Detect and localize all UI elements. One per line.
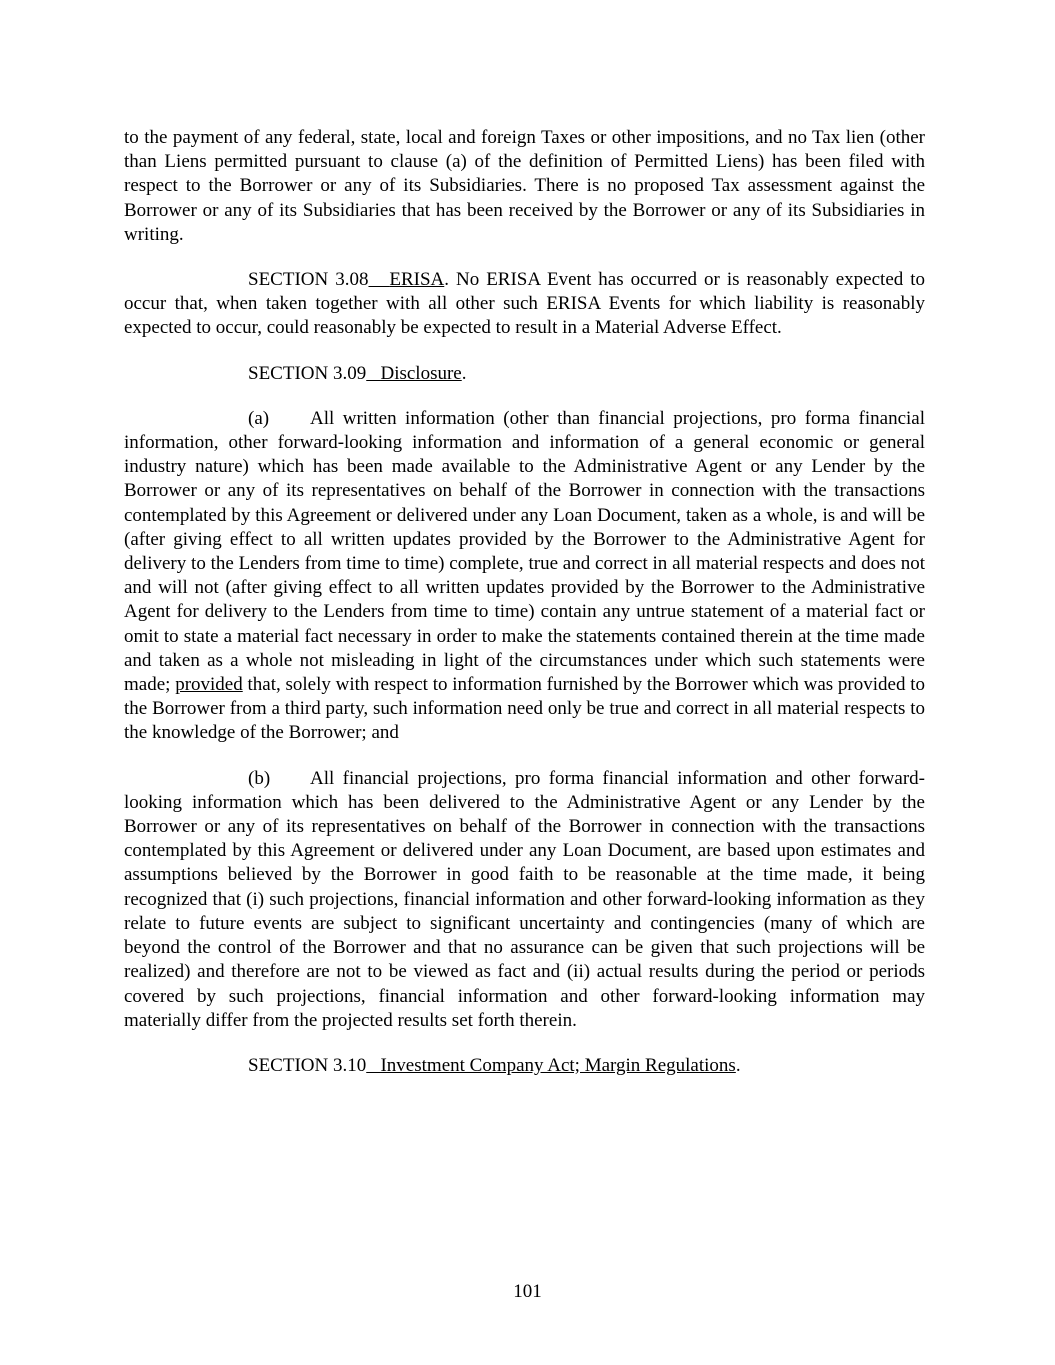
section-3-10-title: Investment Company Act; Margin Regulations — [380, 1054, 736, 1076]
item-b-label: (b) — [248, 767, 271, 789]
section-3-09-item-b: (b) All financial projections, pro forma financial information and other forward-looking information which has been delivered to the Administrative Agent or any Lender by the Borrower or any of its representatives on behalf of the Borrower in connection with the transactions contemplated by this Agreement or delivered under any Loan Document, are based upon estimates and assumptions believed by the Borrower in good faith to be reasonable at the time made, it being recognized that (i) such projections, financial information and other forward-looking information as they relate to future events are subject to significant uncertainty and contingencies (many of which are beyond the control of the Borrower and that no assurance can be given that such projections will be realized) and therefore are not to be viewed as fact and (ii) actual results during the period or periods covered by such projections, financial information and other forward-looking information may materially differ from the projected results set forth therein. — [124, 767, 925, 1031]
section-3-09-heading: SECTION 3.09 Disclosure. — [248, 362, 467, 384]
page-number: 101 — [513, 1281, 542, 1302]
section-3-08-title: ERISA — [389, 269, 445, 291]
item-a-label: (a) — [248, 407, 270, 429]
continuation-paragraph: to the payment of any federal, state, local and foreign Taxes or other impositions, and no Tax lien (other than Liens permitted pursuant to clause (a) of the definition of Permitted Liens) has been filed with respect to the Borrower or any of its Subsidiaries. There is no proposed Tax assessment against the Borrower or any of its Subsidiaries that has been received by the Borrower or any of its Subsidiaries in writing. — [124, 127, 925, 245]
section-3-08-body: No ERISA Event has occurred or is reasonably expected to occur that, when taken together with all other such ERISA Events for which liability is reasonably expected to occur, could reasonably be expected to result in a Material Adverse Effect. — [124, 269, 925, 339]
section-3-08-number: SECTION 3.08 — [248, 269, 369, 291]
section-3-10-heading: SECTION 3.10 Investment Company Act; Margin Regulations. — [248, 1054, 741, 1076]
section-3-08: SECTION 3.08 ERISA. No ERISA Event has occurred or is reasonably expected to occur that, when taken together with all other such ERISA Events for which liability is reasonably expected to occur, could reasonably be expected to result in a Material Adverse Effect. — [124, 269, 925, 339]
provided-term: provided — [175, 674, 243, 696]
document-body — [124, 126, 925, 1099]
section-3-09-title: Disclosure — [380, 362, 462, 384]
section-3-10-number: SECTION 3.10 — [248, 1054, 367, 1076]
section-3-09-item-a: (a) All written information (other than financial projections, pro forma financial information, other forward-looking information and information of a general economic or general industry nature) which has been made available to the Administrative Agent or any Lender by the Borrower or any of its representatives on behalf of the Borrower in connection with the transactions contemplated by this Agreement or delivered under any Loan Document, taken as a whole, is and will be (after giving effect to all written updates provided by the Borrower to the Administrative Agent for delivery to the Lenders from time to time) complete, true and correct in all material respects and does not and will not (after giving effect to all written updates provided by the Borrower to the Administrative Agent for delivery to the Lenders from time to time) contain any untrue statement of a material fact or omit to state a material fact necessary in order to make the statements contained therein at the time made and taken as a whole not misleading in light of the circumstances under which such statements were made; provided that, solely with respect to information furnished by the Borrower which was provided to the Borrower from a third party, such information need only be true and correct in all material respects to the knowledge of the Borrower; and — [124, 407, 925, 744]
section-3-09-number: SECTION 3.09 — [248, 362, 367, 384]
